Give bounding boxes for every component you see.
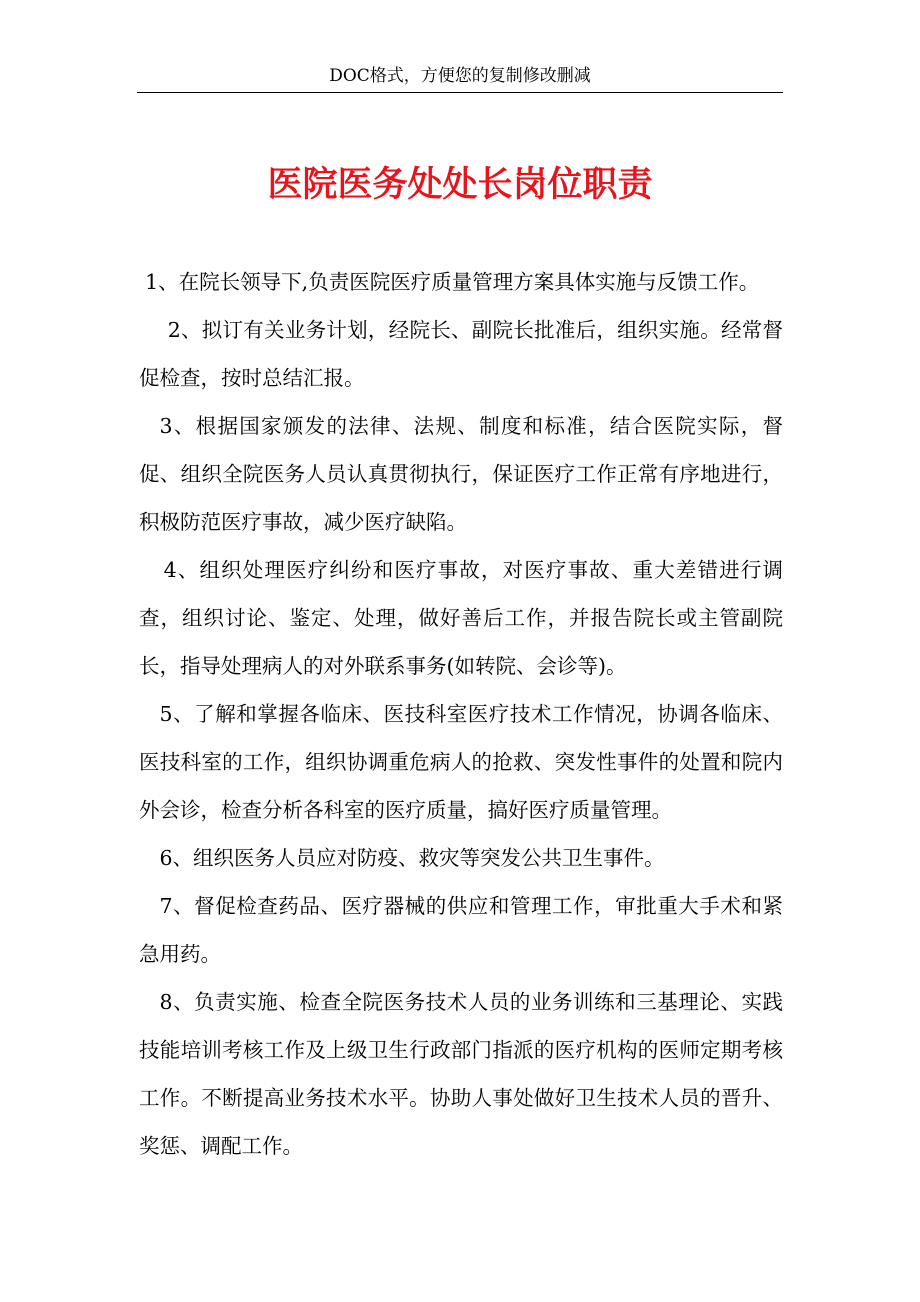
paragraph-2: 2、拟订有关业务计划，经院长、副院长批准后，组织实施。经常督促检查，按时总结汇报。 <box>139 318 783 390</box>
page-header: DOC格式，方便您的复制修改删减 <box>329 66 591 86</box>
header-divider <box>137 92 783 93</box>
paragraph-5: 5、了解和掌握各临床、医技科室医疗技术工作情况，协调各临床、医技科室的工作，组织协调重危病人的抢救、突发性事件的处置和院内外会诊，检查分析各科室的医疗质量，搞好医疗质量管理。 <box>139 702 783 822</box>
paragraph-3: 3、根据国家颁发的法律、法规、制度和标准，结合医院实际，督促、组织全院医务人员认真贯彻执行，保证医疗工作正常有序地进行，积极防范医疗事故，减少医疗缺陷。 <box>139 414 783 534</box>
paragraph-1: 1、在院长领导下,负责医院医疗质量管理方案具体实施与反馈工作。 <box>145 270 760 294</box>
paragraph-4: 4、组织处理医疗纠纷和医疗事故，对医疗事故、重大差错进行调查，组织讨论、鉴定、处理，做好善后工作，并报告院长或主管副院长，指导处理病人的对外联系事务(如转院、会诊等)。 <box>139 558 783 678</box>
document-title: 医院医务处处长岗位职责 <box>267 164 653 205</box>
paragraph-8: 8、负责实施、检查全院医务技术人员的业务训练和三基理论、实践技能培训考核工作及上级卫生行政部门指派的医疗机构的医师定期考核工作。不断提高业务技术水平。协助人事处做好卫生技术人员的晋升、奖惩、调配工作。 <box>139 990 783 1158</box>
paragraph-7: 7、督促检查药品、医疗器械的供应和管理工作，审批重大手术和紧急用药。 <box>139 894 783 966</box>
paragraph-6: 6、组织医务人员应对防疫、救灾等突发公共卫生事件。 <box>159 846 665 870</box>
document-body <box>139 258 783 1170</box>
